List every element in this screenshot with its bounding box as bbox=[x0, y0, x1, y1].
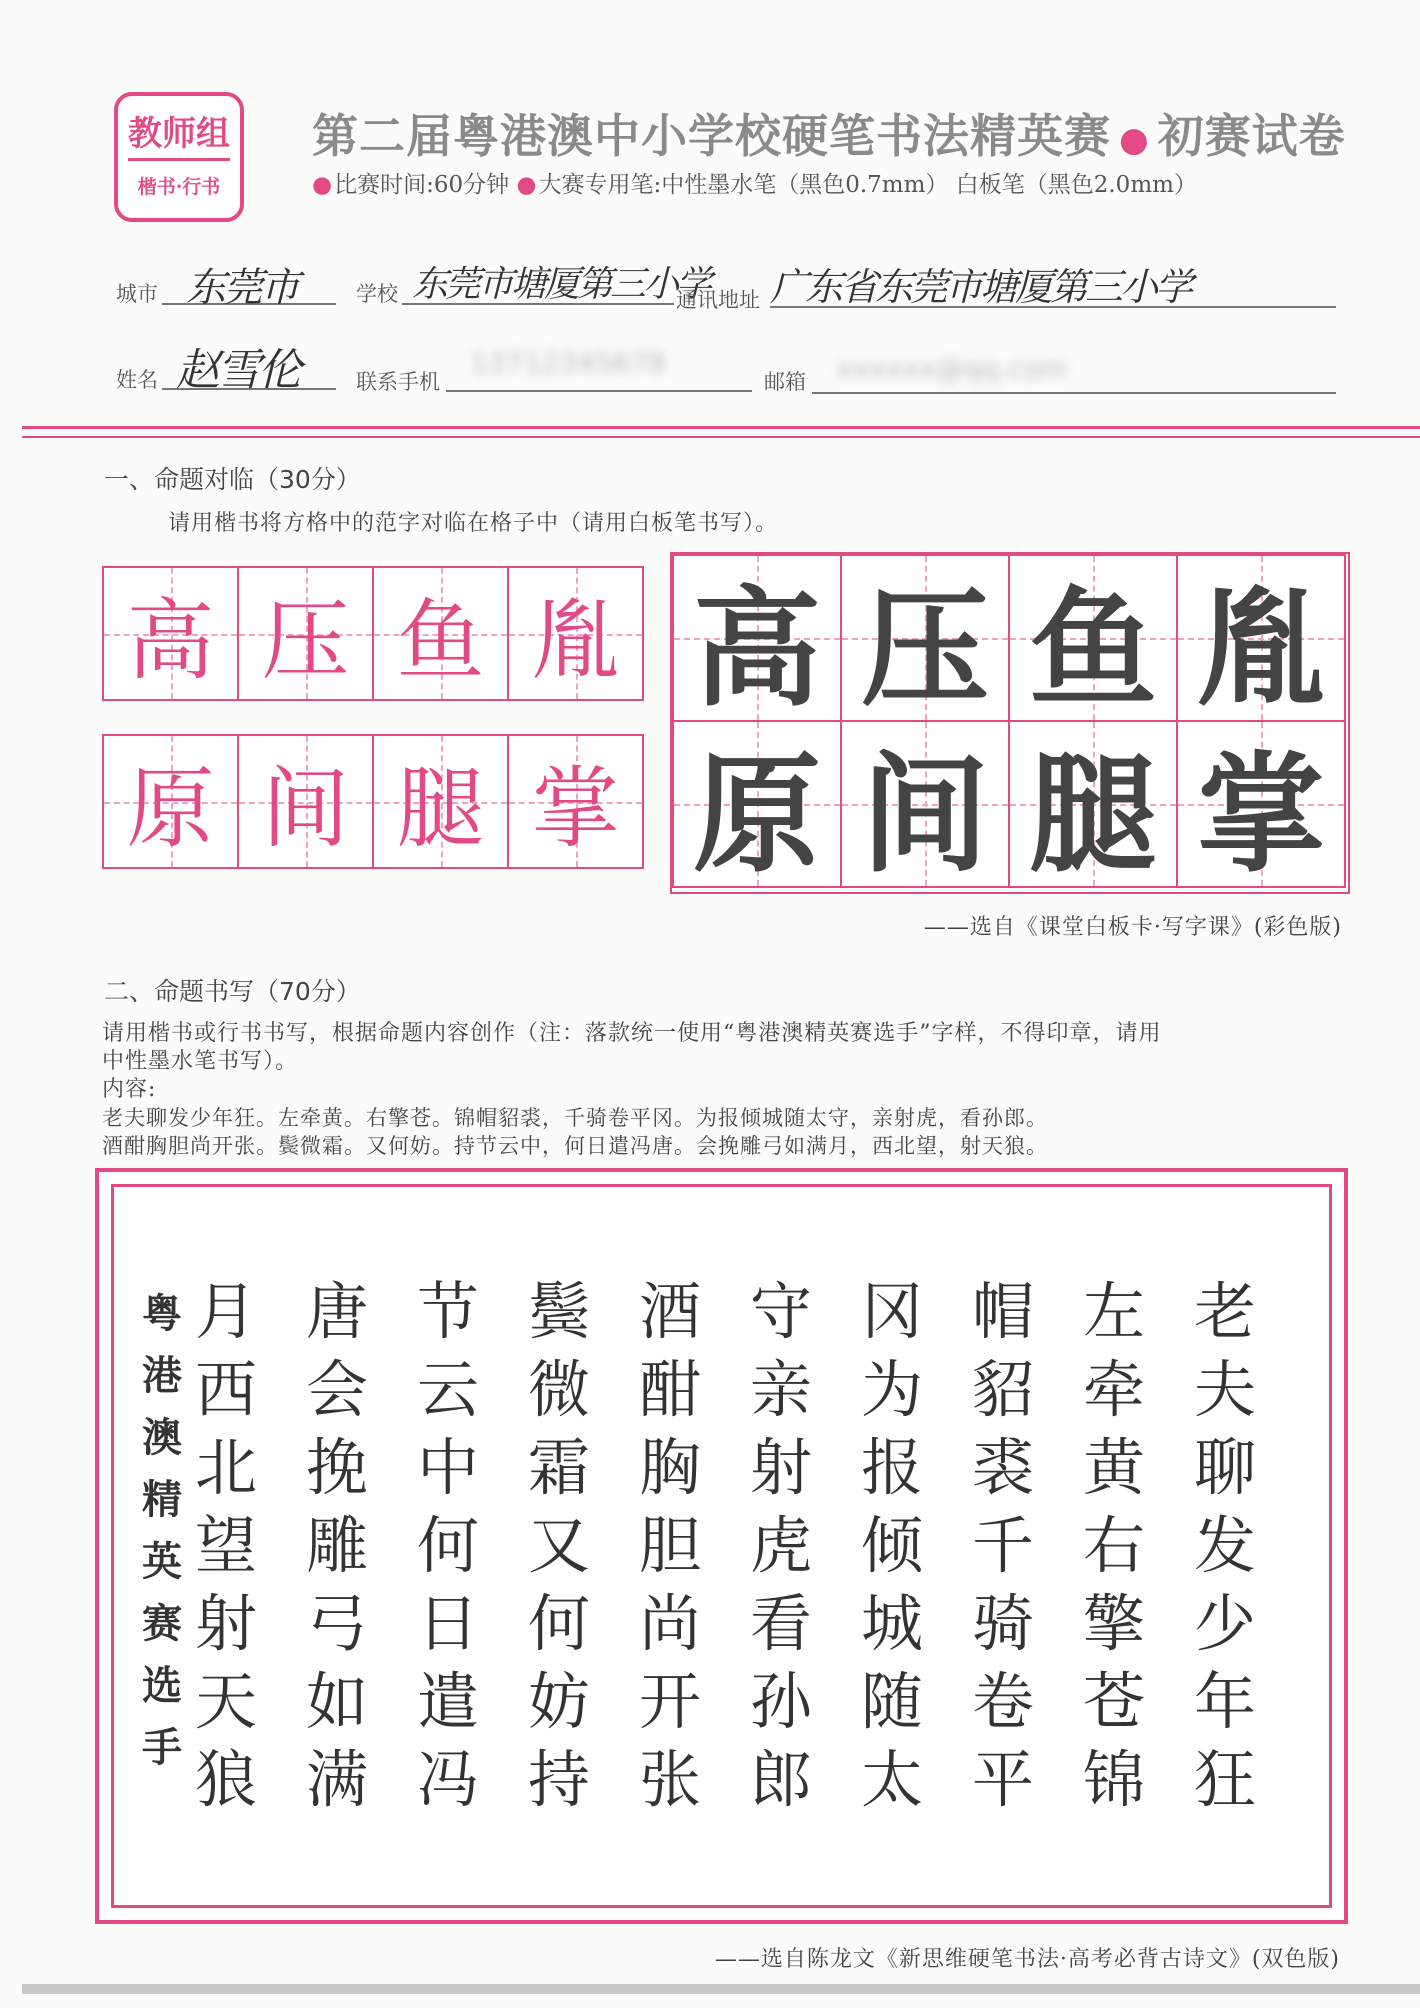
sample-cell bbox=[104, 736, 239, 867]
practice-char: 压 bbox=[860, 574, 989, 724]
content-label: 内容: bbox=[102, 1077, 157, 1102]
poem-char: 会 bbox=[306, 1353, 369, 1426]
sample-cell bbox=[509, 568, 642, 699]
sample-char: 掌 bbox=[531, 756, 620, 860]
sample-char: 原 bbox=[126, 756, 215, 860]
poem-char: 貂 bbox=[972, 1353, 1035, 1426]
poem-char: 聊 bbox=[1194, 1431, 1257, 1504]
phone-field[interactable]: 13712345678 bbox=[470, 346, 666, 379]
sample-grid-row2 bbox=[102, 734, 644, 869]
meta-time: 比赛时间:60分钟 bbox=[334, 172, 510, 198]
poem-line-1: 老夫聊发少年狂。左牵黄。右擎苍。锦帽貂裘，千骑卷平冈。为报倾城随太守，亲射虎，看孙郎。 bbox=[102, 1106, 1048, 1130]
bullet-icon: ● bbox=[516, 172, 537, 198]
poem-char: 苍 bbox=[1083, 1665, 1146, 1738]
poem-char: 黄 bbox=[1083, 1431, 1146, 1504]
poem-char: 少 bbox=[1194, 1587, 1257, 1660]
poem-char: 夫 bbox=[1194, 1353, 1257, 1426]
poem-char: 何 bbox=[528, 1587, 591, 1660]
poem-char: 胸 bbox=[639, 1431, 702, 1504]
poem-char: 冈 bbox=[861, 1275, 924, 1348]
sample-char: 间 bbox=[261, 756, 350, 860]
section1-instruction: 请用楷书将方格中的范字对临在格子中（请用白板笔书写）。 bbox=[168, 511, 779, 536]
signature-char: 精 bbox=[142, 1476, 182, 1523]
page-title bbox=[312, 100, 1346, 166]
section2-heading: 二、命题书写（70分） bbox=[104, 977, 361, 1006]
poem-char: 何 bbox=[417, 1509, 480, 1582]
badge-divider bbox=[128, 158, 230, 161]
poem-char: 开 bbox=[639, 1665, 702, 1738]
poem-column bbox=[528, 1273, 590, 1819]
poem-char: 又 bbox=[528, 1509, 591, 1582]
practice-char: 掌 bbox=[1196, 740, 1325, 890]
composition-frame[interactable] bbox=[95, 1168, 1348, 1924]
poem-char: 胆 bbox=[639, 1509, 702, 1582]
poem-char: 冯 bbox=[417, 1743, 480, 1816]
section2-instruction-1: 请用楷书或行书书写，根据命题内容创作（注：落款统一使用“粤港澳精英赛选手”字样，不得印章，请用 bbox=[102, 1021, 1162, 1046]
sample-cell bbox=[509, 736, 642, 867]
header-divider bbox=[22, 426, 1420, 429]
practice-cell[interactable] bbox=[1010, 722, 1178, 890]
practice-char: 胤 bbox=[1196, 574, 1325, 724]
practice-cell[interactable] bbox=[1178, 722, 1344, 890]
practice-grid-row2[interactable] bbox=[672, 720, 1346, 888]
sample-cell bbox=[104, 568, 239, 699]
school-label: 学校 bbox=[356, 282, 398, 306]
poem-char: 望 bbox=[195, 1509, 258, 1582]
poem-char: 满 bbox=[306, 1743, 369, 1816]
poem-char: 守 bbox=[750, 1275, 813, 1348]
signature-char: 港 bbox=[142, 1352, 182, 1399]
sample-cell bbox=[374, 736, 509, 867]
poem-char: 左 bbox=[1083, 1275, 1146, 1348]
city-field[interactable]: 东莞市 bbox=[186, 265, 297, 311]
poem-column bbox=[750, 1273, 812, 1819]
section1-citation: ——选自《课堂白板卡·写字课》(彩色版) bbox=[923, 915, 1342, 940]
poem-char: 报 bbox=[861, 1431, 924, 1504]
poem-char: 酣 bbox=[639, 1353, 702, 1426]
practice-char: 高 bbox=[692, 574, 821, 724]
signature-char: 手 bbox=[142, 1724, 182, 1771]
poem-char: 孙 bbox=[750, 1665, 813, 1738]
sample-cell bbox=[239, 568, 374, 699]
poem-char: 为 bbox=[861, 1353, 924, 1426]
signature-char: 粤 bbox=[142, 1290, 182, 1337]
poem-char: 虎 bbox=[750, 1509, 813, 1582]
section2-citation: ——选自陈龙文《新思维硬笔书法·高考必背古诗文》(双色版) bbox=[714, 1947, 1340, 1972]
poem-char: 看 bbox=[750, 1587, 813, 1660]
section2-instruction-2: 中性墨水笔书写）。 bbox=[102, 1049, 299, 1074]
poem-char: 微 bbox=[528, 1353, 591, 1426]
school-field[interactable]: 东莞市塘厦第三小学 bbox=[412, 264, 710, 305]
sample-grid-row1 bbox=[102, 566, 644, 701]
poem-line-2: 酒酣胸胆尚开张。鬓微霜。又何妨。持节云中，何日遣冯唐。会挽雕弓如满月，西北望，射天狼。 bbox=[102, 1134, 1048, 1158]
signature-column bbox=[142, 1283, 182, 1779]
sample-char: 高 bbox=[126, 588, 215, 692]
sample-char: 鱼 bbox=[396, 588, 485, 692]
poem-char: 倾 bbox=[861, 1509, 924, 1582]
poem-char: 随 bbox=[861, 1665, 924, 1738]
phone-label: 联系手机 bbox=[356, 370, 440, 394]
address-label: 通讯地址 bbox=[676, 288, 760, 312]
composition-inner-frame bbox=[111, 1184, 1332, 1908]
sample-cell bbox=[374, 568, 509, 699]
header-divider-thin bbox=[22, 436, 1420, 438]
practice-char: 原 bbox=[692, 740, 821, 890]
signature-char: 澳 bbox=[142, 1414, 182, 1461]
address-field[interactable]: 广东省东莞市塘厦第三小学 bbox=[770, 265, 1191, 309]
poem-column bbox=[861, 1273, 923, 1819]
poem-char: 发 bbox=[1194, 1509, 1257, 1582]
city-label: 城市 bbox=[116, 282, 158, 306]
section1-heading: 一、命题对临（30分） bbox=[104, 465, 361, 494]
practice-char: 腿 bbox=[1028, 740, 1157, 890]
poem-char: 弓 bbox=[306, 1587, 369, 1660]
poem-char: 西 bbox=[195, 1353, 258, 1426]
poem-char: 擎 bbox=[1083, 1587, 1146, 1660]
poem-char: 卷 bbox=[972, 1665, 1035, 1738]
poem-char: 射 bbox=[750, 1431, 813, 1504]
poem-char: 天 bbox=[195, 1665, 258, 1738]
practice-char: 间 bbox=[860, 740, 989, 890]
poem-column bbox=[639, 1273, 701, 1819]
practice-cell[interactable] bbox=[674, 722, 842, 890]
poem-char: 雕 bbox=[306, 1509, 369, 1582]
poem-char: 狼 bbox=[195, 1743, 258, 1816]
name-label: 姓名 bbox=[116, 368, 158, 392]
email-field[interactable]: xxxxxx@qq.com bbox=[836, 352, 1068, 385]
poem-char: 持 bbox=[528, 1743, 591, 1816]
poem-char: 挽 bbox=[306, 1431, 369, 1504]
practice-char: 鱼 bbox=[1028, 574, 1157, 724]
poem-char: 亲 bbox=[750, 1353, 813, 1426]
poem-char: 唐 bbox=[306, 1275, 369, 1348]
poem-char: 年 bbox=[1194, 1665, 1257, 1738]
poem-char: 骑 bbox=[972, 1587, 1035, 1660]
practice-cell[interactable] bbox=[1010, 556, 1178, 724]
poem-char: 云 bbox=[417, 1353, 480, 1426]
sample-char: 腿 bbox=[396, 756, 485, 860]
poem-char: 城 bbox=[861, 1587, 924, 1660]
poem-char: 右 bbox=[1083, 1509, 1146, 1582]
poem-char: 如 bbox=[306, 1665, 369, 1738]
poem-char: 郎 bbox=[750, 1743, 813, 1816]
poem-char: 尚 bbox=[639, 1587, 702, 1660]
signature-char: 选 bbox=[142, 1662, 182, 1709]
poem-char: 老 bbox=[1194, 1275, 1257, 1348]
practice-cell[interactable] bbox=[842, 722, 1010, 890]
practice-cell[interactable] bbox=[674, 556, 842, 724]
poem-char: 霜 bbox=[528, 1431, 591, 1504]
poem-char: 射 bbox=[195, 1587, 258, 1660]
email-label: 邮箱 bbox=[764, 370, 806, 394]
poem-char: 月 bbox=[195, 1275, 258, 1348]
poem-char: 千 bbox=[972, 1509, 1035, 1582]
practice-cell[interactable] bbox=[842, 556, 1010, 724]
poem-char: 牵 bbox=[1083, 1353, 1146, 1426]
poem-char: 遣 bbox=[417, 1665, 480, 1738]
bullet-icon: ● bbox=[312, 172, 333, 198]
email-line bbox=[812, 392, 1336, 394]
signature-char: 英 bbox=[142, 1538, 182, 1585]
phone-line bbox=[446, 390, 752, 392]
contest-meta bbox=[312, 166, 1197, 199]
poem-column bbox=[417, 1273, 479, 1819]
poem-char: 北 bbox=[195, 1431, 258, 1504]
scan-edge bbox=[22, 1984, 1420, 1994]
poem-column bbox=[972, 1273, 1034, 1819]
sample-char: 胤 bbox=[531, 588, 620, 692]
poem-column bbox=[1083, 1273, 1145, 1819]
practice-cell[interactable] bbox=[1178, 556, 1344, 724]
meta-pen: 大赛专用笔:中性墨水笔（黑色0.7mm） 白板笔（黑色2.0mm） bbox=[538, 172, 1197, 198]
sample-cell bbox=[239, 736, 374, 867]
poem-char: 酒 bbox=[639, 1275, 702, 1348]
badge-subtitle: 楷书·行书 bbox=[137, 176, 221, 198]
badge-title: 教师组 bbox=[128, 114, 230, 154]
title-sub: 初赛试卷 bbox=[1157, 109, 1346, 163]
group-badge bbox=[114, 92, 244, 222]
poem-char: 日 bbox=[417, 1587, 480, 1660]
poem-column bbox=[1194, 1273, 1256, 1819]
poem-column bbox=[306, 1273, 368, 1819]
sample-char: 压 bbox=[261, 588, 350, 692]
poem-char: 太 bbox=[861, 1743, 924, 1816]
name-field[interactable]: 赵雪伦 bbox=[176, 345, 299, 396]
practice-grid-row1[interactable] bbox=[672, 554, 1346, 722]
poem-char: 鬓 bbox=[528, 1275, 591, 1348]
poem-char: 帽 bbox=[972, 1275, 1035, 1348]
poem-char: 平 bbox=[972, 1743, 1035, 1816]
title-dot-icon: ● bbox=[1119, 119, 1150, 160]
poem-char: 狂 bbox=[1194, 1743, 1257, 1816]
signature-char: 赛 bbox=[142, 1600, 182, 1647]
poem-column bbox=[195, 1273, 257, 1819]
poem-char: 裘 bbox=[972, 1431, 1035, 1504]
poem-char: 张 bbox=[639, 1743, 702, 1816]
title-main: 第二届粤港澳中小学校硬笔书法精英赛 bbox=[312, 109, 1111, 163]
poem-char: 中 bbox=[417, 1431, 480, 1504]
poem-char: 节 bbox=[417, 1275, 480, 1348]
poem-char: 妨 bbox=[528, 1665, 591, 1738]
poem-char: 锦 bbox=[1083, 1743, 1146, 1816]
